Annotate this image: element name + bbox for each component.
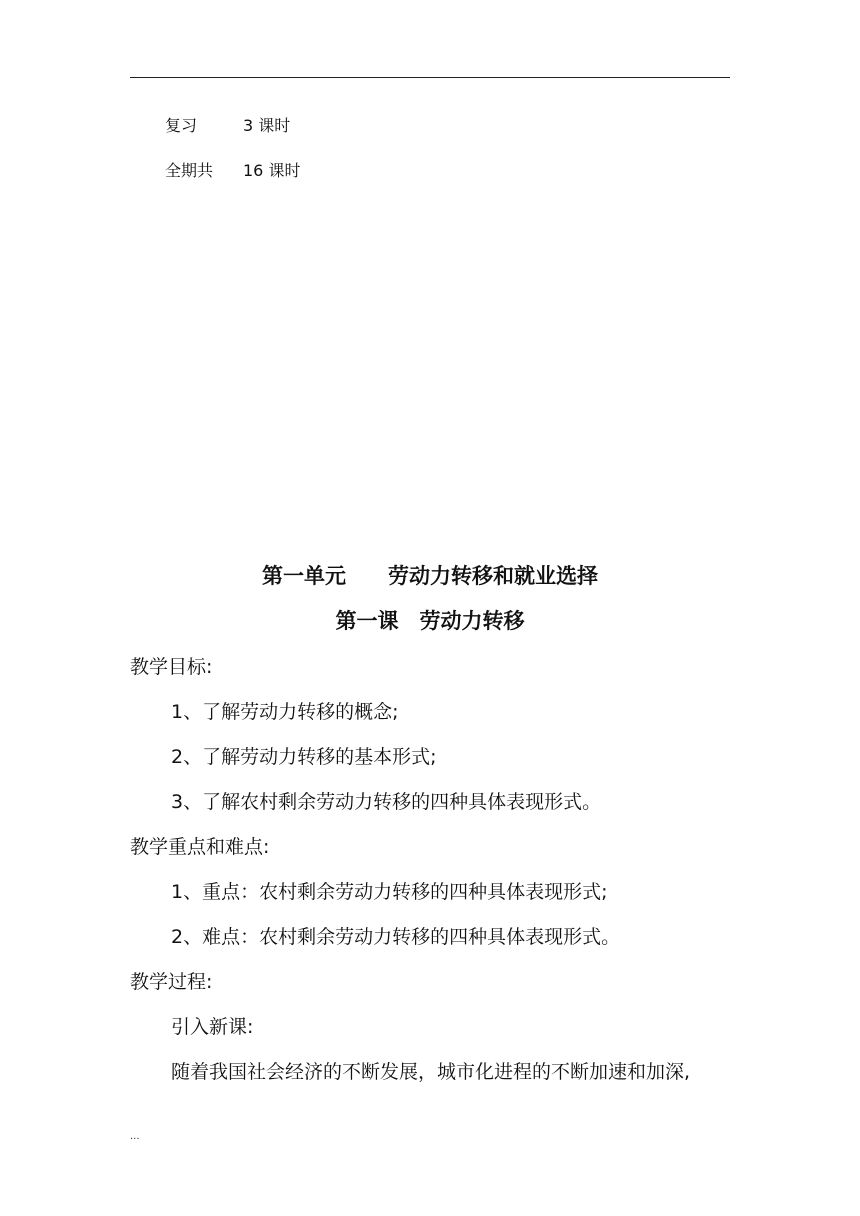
schedule-review-label: 复习 (165, 116, 198, 135)
schedule-row-total (165, 161, 300, 181)
objective-item-2: 2、了解劳动力转移的基本形式; (171, 746, 437, 768)
process-intro-label: 引入新课: (171, 1016, 254, 1038)
key-points-heading: 教学重点和难点: (130, 836, 270, 858)
schedule-row-review (165, 116, 290, 136)
schedule-total-label: 全期共 (165, 161, 214, 180)
header-rule (130, 77, 730, 78)
key-point-item-1: 1、重点：农村剩余劳动力转移的四种具体表现形式; (171, 881, 608, 903)
objectives-heading: 教学目标: (130, 656, 213, 678)
footer-ellipsis: ... (130, 1131, 140, 1142)
schedule-review-value: 3 课时 (243, 116, 291, 135)
objective-item-1: 1、了解劳动力转移的概念; (171, 701, 399, 723)
objective-item-3: 3、了解农村剩余劳动力转移的四种具体表现形式。 (171, 791, 602, 813)
schedule-total-value: 16 课时 (243, 161, 301, 180)
unit-title: 第一单元 劳动力转移和就业选择 (262, 564, 598, 588)
lesson-title: 第一课 劳动力转移 (335, 609, 525, 633)
key-point-item-2: 2、难点：农村剩余劳动力转移的四种具体表现形式。 (171, 926, 621, 948)
process-intro-text: 随着我国社会经济的不断发展，城市化进程的不断加速和加深, (171, 1061, 691, 1083)
process-heading: 教学过程: (130, 971, 213, 993)
